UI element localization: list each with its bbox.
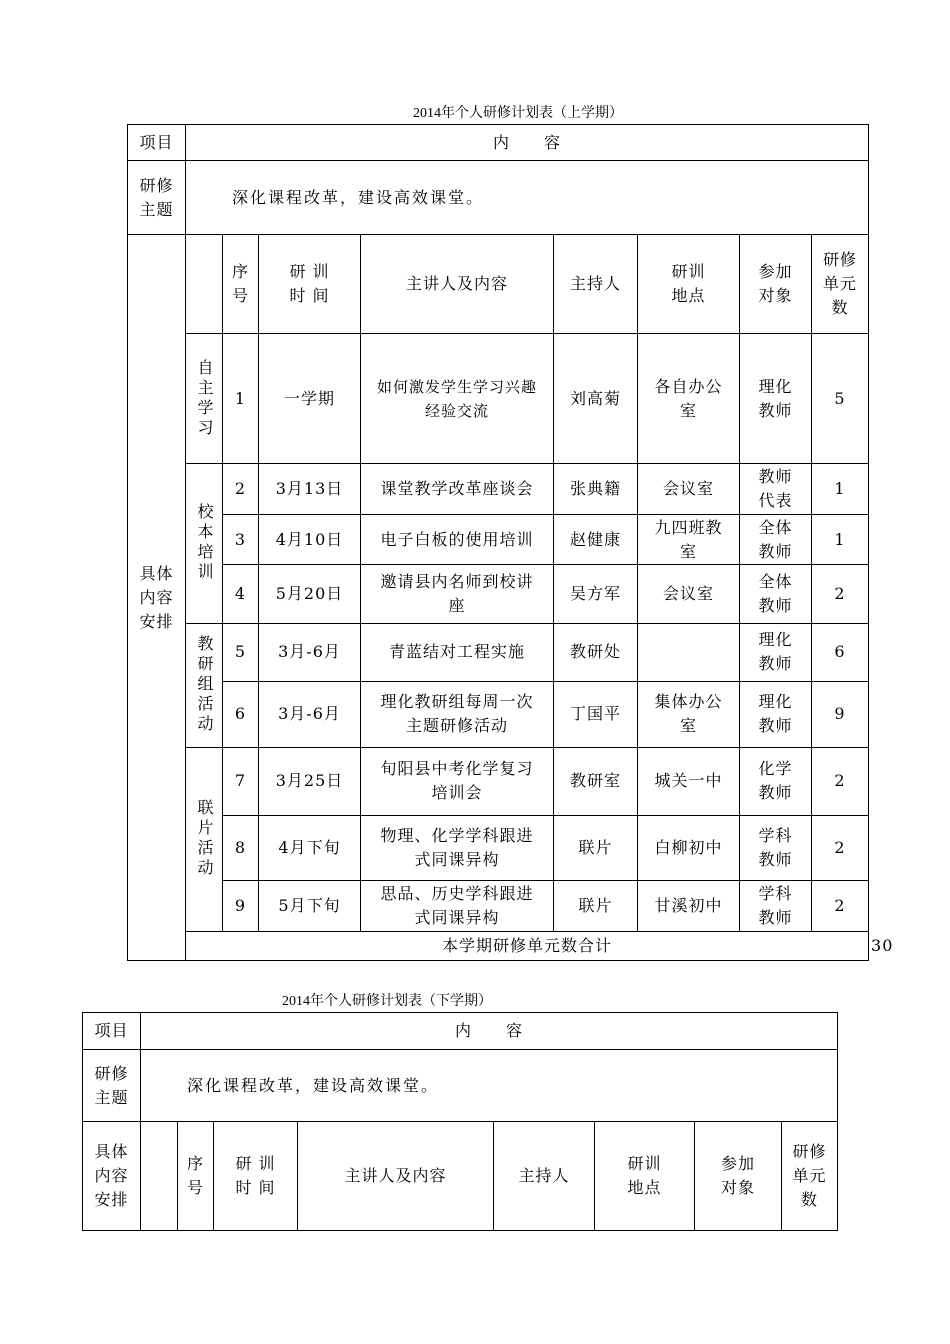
row-place: 甘溪初中: [638, 880, 740, 931]
row-place: 会议室: [638, 565, 740, 623]
column-target: 参加 对象: [740, 235, 812, 334]
row-no: 8: [223, 815, 259, 880]
theme-label: 研修 主题: [128, 161, 186, 235]
row-time: 3月-6月: [259, 623, 361, 681]
row-units: 2: [812, 565, 869, 623]
total-label: 本学期研修单元数合计: [186, 931, 869, 960]
row-time: 3月25日: [259, 747, 361, 815]
row-host: 教研处: [554, 623, 638, 681]
row-no: 1: [223, 334, 259, 464]
row-place: 城关一中: [638, 747, 740, 815]
category-joint-activity: 联片活动: [186, 747, 223, 931]
column-place: 研训 地点: [638, 235, 740, 334]
row-content: 理化教研组每周一次 主题研修活动: [361, 681, 554, 747]
row-host: 张典籍: [554, 464, 638, 515]
row-target: 学科 教师: [740, 815, 812, 880]
column-units: 研修 单元 数: [812, 235, 869, 334]
lower-table-title: 2014年个人研修计划表（下学期）: [282, 994, 492, 1009]
row-time: 一学期: [259, 334, 361, 464]
row-time: 4月10日: [259, 515, 361, 565]
row-no: 6: [223, 681, 259, 747]
row-place: 白柳初中: [638, 815, 740, 880]
row-content: 课堂教学改革座谈会: [361, 464, 554, 515]
row-target: 全体 教师: [740, 565, 812, 623]
row-target: 化学 教师: [740, 747, 812, 815]
upper-table-title: 2014年个人研修计划表（上学期）: [413, 106, 623, 121]
row-target: 全体 教师: [740, 515, 812, 565]
column-host: 主持人: [554, 235, 638, 334]
row-content: 电子白板的使用培训: [361, 515, 554, 565]
row-units: 6: [812, 623, 869, 681]
row-target: 理化 教师: [740, 623, 812, 681]
row-place: 会议室: [638, 464, 740, 515]
row-place: [638, 623, 740, 681]
row-place: 九四班教 室: [638, 515, 740, 565]
row-units: 1: [812, 464, 869, 515]
row-units: 1: [812, 515, 869, 565]
arrange-label: 具体 内容 安排: [128, 235, 186, 961]
row-time: 5月20日: [259, 565, 361, 623]
column-units: 研修 单元 数: [782, 1122, 838, 1231]
row-units: 9: [812, 681, 869, 747]
row-host: 教研室: [554, 747, 638, 815]
upper-plan-table: 项目 内 容 研修 主题 深化课程改革，建设高效课堂。 具体 内容 安排 序 号 研 训 时 间 主讲人及内容 主持人 研训 地点 参加 对象 研修 单元 数 自主学习 1 一学期 如何激发学生学习兴趣 经验交流 刘高菊 各自办公 室 理化 教师 5 校本培训 2 3月13日 课堂教学改革座谈会 张典籍 会议室 教师 代表 1 3 4月10日 电子白板的使用培训 赵健康 九四班教 室 全体 教师 1 4 5月20日 邀请县内名师到校讲 座 吴方军 会议室 全体 教师 2 教研组活动 5 3月-6月 青蓝结对工程实施 教研处 理化 教师 6 6 3月-6月 理化教研组每周一次 主题研修活动 丁国平 集体办公 室 理化 教师 9 联片活动 7 3月25日 旬阳县中考化学复习 培训会 教研室 城关一中 化学 教师 2 8 4月下旬 物理、化学学科跟进 式同课异构 联片 白柳初中 学科 教师 2 9 5月下旬 思品、历史学科跟进 式同课异构 联片 甘溪初中 学科 教师 2 本学期研修单元数合计 30: [127, 124, 869, 961]
row-time: 3月-6月: [259, 681, 361, 747]
category-self-study: 自主学习: [186, 334, 223, 464]
row-target: 学科 教师: [740, 880, 812, 931]
row-no: 4: [223, 565, 259, 623]
row-target: 理化 教师: [740, 681, 812, 747]
row-no: 2: [223, 464, 259, 515]
row-host: 吴方军: [554, 565, 638, 623]
row-time: 5月下旬: [259, 880, 361, 931]
row-no: 7: [223, 747, 259, 815]
column-host: 主持人: [494, 1122, 595, 1231]
theme-text: 深化课程改革，建设高效课堂。: [186, 161, 869, 235]
row-units: 2: [812, 815, 869, 880]
row-host: 刘高菊: [554, 334, 638, 464]
category-group-activity: 教研组活动: [186, 623, 223, 747]
row-place: 集体办公 室: [638, 681, 740, 747]
column-speaker: 主讲人及内容: [298, 1122, 494, 1231]
row-no: 3: [223, 515, 259, 565]
row-content: 思品、历史学科跟进 式同课异构: [361, 880, 554, 931]
row-content: 旬阳县中考化学复习 培训会: [361, 747, 554, 815]
header-item: 项目: [128, 125, 186, 161]
row-time: 3月13日: [259, 464, 361, 515]
column-place: 研训 地点: [595, 1122, 695, 1231]
theme-label: 研修 主题: [83, 1050, 141, 1122]
header-content: 内 容: [141, 1013, 838, 1050]
column-time: 研 训 时 间: [214, 1122, 298, 1231]
column-blank: [186, 235, 223, 334]
row-units: 5: [812, 334, 869, 464]
column-time: 研 训 时 间: [259, 235, 361, 334]
row-no: 5: [223, 623, 259, 681]
row-content: 邀请县内名师到校讲 座: [361, 565, 554, 623]
row-no: 9: [223, 880, 259, 931]
row-time: 4月下旬: [259, 815, 361, 880]
row-target: 理化 教师: [740, 334, 812, 464]
header-content: 内 容: [186, 125, 869, 161]
theme-text: 深化课程改革，建设高效课堂。: [141, 1050, 838, 1122]
row-host: 联片: [554, 880, 638, 931]
row-host: 联片: [554, 815, 638, 880]
header-item: 项目: [83, 1013, 141, 1050]
row-host: 丁国平: [554, 681, 638, 747]
category-school-training: 校本培训: [186, 464, 223, 623]
column-blank: [141, 1122, 178, 1231]
row-units: 2: [812, 880, 869, 931]
row-content: 青蓝结对工程实施: [361, 623, 554, 681]
arrange-label: 具体 内容 安排: [83, 1122, 141, 1231]
column-no: 序 号: [223, 235, 259, 334]
row-content: 如何激发学生学习兴趣 经验交流: [361, 334, 554, 464]
row-content: 物理、化学学科跟进 式同课异构: [361, 815, 554, 880]
row-target: 教师 代表: [740, 464, 812, 515]
row-units: 2: [812, 747, 869, 815]
lower-plan-table: [82, 1012, 838, 1231]
column-target: 参加 对象: [695, 1122, 782, 1231]
column-no: 序 号: [178, 1122, 214, 1231]
row-place: 各自办公 室: [638, 334, 740, 464]
column-speaker: 主讲人及内容: [361, 235, 554, 334]
row-host: 赵健康: [554, 515, 638, 565]
